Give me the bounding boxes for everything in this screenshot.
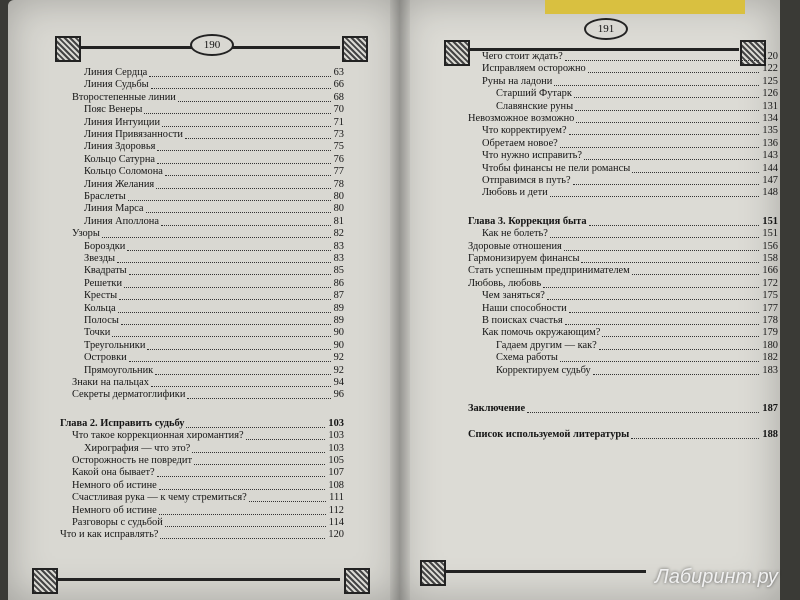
ornament-corner-icon: [55, 36, 81, 62]
toc-entry-page: 75: [333, 141, 344, 153]
toc-leader-dots: [550, 237, 759, 238]
toc-leader-dots: [187, 398, 331, 399]
toc-entry-page: 112: [328, 504, 344, 516]
toc-entry-page: 105: [328, 455, 344, 466]
toc-entry-page: 83: [333, 240, 344, 252]
toc-leader-dots: [584, 159, 759, 160]
toc-entry-page: 180: [762, 339, 778, 351]
toc-entry-title: Как не болеть?: [482, 228, 548, 240]
ornament-corner-icon: [32, 568, 58, 594]
toc-entry-title: Стать успешным предпринимателем: [468, 265, 630, 277]
ornament-corner-icon: [344, 568, 370, 594]
toc-entry-title: Гармонизируем финансы: [468, 253, 580, 264]
toc-entry-page: 85: [333, 265, 344, 277]
toc-leader-dots: [156, 188, 331, 189]
footer-rule: [58, 578, 340, 581]
toc-leader-dots: [119, 299, 331, 300]
toc-entry-page: 188: [762, 429, 778, 441]
toc-entry-title: Здоровые отношения: [468, 240, 562, 252]
toc-entry-page: 78: [333, 178, 344, 190]
toc-entry-page: 187: [762, 403, 778, 414]
toc-entry-page: 68: [333, 91, 344, 103]
toc-entry-title: Чем заняться?: [482, 290, 545, 302]
toc-entry-page: 71: [333, 116, 344, 128]
toc-entry-title: Квадраты: [84, 265, 127, 277]
toc-entry-title: Что корректируем?: [482, 125, 567, 137]
toc-entry-page: 77: [333, 166, 344, 178]
toc-entry-title: Обретаем новое?: [482, 137, 558, 149]
toc-entry-page: 103: [328, 430, 344, 442]
toc-entry-page: 81: [333, 215, 344, 227]
toc-entry-title: Треугольники: [84, 339, 146, 351]
right-page-number: 191: [584, 18, 628, 40]
toc-entry: [496, 364, 778, 378]
toc-entry-page: 76: [333, 153, 344, 165]
toc-entry-page: 156: [762, 240, 778, 252]
toc-entry-title: Что и как исправлять?: [60, 529, 159, 541]
toc-leader-dots: [631, 438, 759, 439]
toc-entry-page: 151: [762, 228, 778, 240]
toc-leader-dots: [186, 427, 325, 428]
watermark-logo: Лабиринт.ру: [655, 566, 778, 588]
toc-leader-dots: [155, 374, 331, 375]
toc-leader-dots: [157, 150, 331, 151]
toc-leader-dots: [129, 361, 331, 362]
toc-leader-dots: [128, 200, 331, 201]
toc-entry-title: Решетки: [84, 277, 123, 289]
toc-entry: [72, 388, 344, 402]
toc-leader-dots: [560, 147, 759, 148]
toc-leader-dots: [157, 476, 325, 477]
toc-entry-title: Заключение: [468, 403, 526, 414]
toc-leader-dots: [569, 134, 759, 135]
toc-entry-title: Славянские руны: [496, 100, 574, 112]
toc-leader-dots: [575, 110, 759, 111]
toc-entry-page: 143: [762, 150, 778, 162]
toc-leader-dots: [588, 72, 759, 73]
toc-leader-dots: [165, 526, 326, 527]
toc-entry-title: Кольца: [84, 302, 116, 314]
toc-entry-title: Линия Судьбы: [84, 79, 149, 91]
toc-leader-dots: [602, 336, 759, 337]
toc-entry-title: Кольцо Сатурна: [84, 153, 155, 165]
toc-leader-dots: [593, 374, 759, 375]
toc-entry-page: 92: [333, 364, 344, 376]
toc-entry-title: Что нужно исправить?: [482, 150, 582, 162]
toc-leader-dots: [149, 76, 331, 77]
toc-entry-page: 89: [333, 315, 344, 326]
ornament-corner-icon: [444, 40, 470, 66]
toc-entry-title: В поисках счастья: [482, 315, 563, 326]
toc-entry-title: Линия Желания: [84, 178, 155, 190]
toc-leader-dots: [564, 250, 759, 251]
toc-leader-dots: [569, 312, 759, 313]
toc-entry-page: 63: [333, 67, 344, 78]
toc-entry-page: 148: [762, 187, 778, 199]
toc-entry-title: Пояс Венеры: [84, 104, 143, 116]
toc-leader-dots: [159, 514, 326, 515]
toc-leader-dots: [159, 489, 325, 490]
toc-leader-dots: [147, 349, 331, 350]
toc-entry-title: Глава 2. Исправить судьбу: [60, 417, 185, 429]
toc-leader-dots: [112, 336, 331, 337]
toc-entry-page: 89: [333, 302, 344, 314]
toc-entry-page: 87: [333, 290, 344, 302]
toc-entry-page: 94: [333, 377, 344, 388]
toc-leader-dots: [543, 287, 759, 288]
toc-leader-dots: [127, 250, 331, 251]
toc-leader-dots: [565, 60, 759, 61]
toc-entry-page: 179: [762, 327, 778, 339]
toc-entry-page: 82: [333, 228, 344, 240]
toc-entry-title: Звезды: [84, 253, 115, 264]
toc-entry-title: Линия Марса: [84, 203, 144, 215]
toc-entry-title: Руны на ладони: [482, 75, 553, 87]
toc-entry-page: 73: [333, 129, 344, 140]
toc-entry-title: Осторожность не повредит: [72, 455, 193, 466]
toc-leader-dots: [144, 113, 331, 114]
toc-entry-title: Корректируем судьбу: [496, 364, 591, 376]
toc-entry-page: 131: [762, 100, 778, 112]
toc-entry-page: 103: [328, 417, 344, 429]
toc-leader-dots: [160, 538, 325, 539]
toc-entry-page: 151: [762, 215, 778, 227]
toc-leader-dots: [151, 88, 331, 89]
toc-entry-title: Кольцо Соломона: [84, 166, 163, 178]
toc-leader-dots: [527, 412, 759, 413]
toc-entry-title: Что такое коррекционная хиромантия?: [72, 430, 244, 442]
toc-entry-title: Чего стоит ждать?: [482, 51, 563, 62]
toc-entry-title: Бороздки: [84, 240, 126, 252]
toc-entry-page: 70: [333, 104, 344, 116]
toc-entry-title: Глава 3. Коррекция быта: [468, 215, 587, 227]
toc-leader-dots: [129, 274, 331, 275]
toc-entry-page: 125: [762, 75, 778, 87]
toc-leader-dots: [599, 349, 759, 350]
toc-leader-dots: [632, 172, 759, 173]
toc-leader-dots: [185, 138, 331, 139]
toc-entry-title: Линия Привязанности: [84, 129, 183, 140]
toc-entry-title: Немного об истине: [72, 504, 157, 516]
ornament-corner-icon: [342, 36, 368, 62]
toc-entry-page: 120: [762, 51, 778, 62]
toc-entry: [468, 402, 778, 416]
toc-entry-page: 178: [762, 315, 778, 326]
toc-entry-page: 147: [762, 175, 778, 186]
toc-entry-page: 80: [333, 191, 344, 202]
toc-entry-page: 172: [762, 277, 778, 289]
toc-entry-page: 96: [333, 389, 344, 401]
toc-entry-page: 126: [762, 88, 778, 100]
footer-rule: [446, 570, 646, 573]
toc-leader-dots: [547, 299, 759, 300]
toc-entry-title: Любовь, любовь: [468, 277, 542, 289]
toc-leader-dots: [246, 439, 325, 440]
toc-entry-title: Любовь и дети: [482, 187, 548, 199]
toc-leader-dots: [162, 126, 331, 127]
toc-entry-title: Как помочь окружающим?: [482, 327, 601, 339]
toc-leader-dots: [573, 184, 759, 185]
toc-entry-page: 158: [762, 253, 778, 264]
toc-entry-title: Линия Здоровья: [84, 141, 156, 153]
toc-entry-page: 86: [333, 277, 344, 289]
toc-entry-page: 120: [328, 529, 344, 541]
toc-leader-dots: [632, 274, 759, 275]
toc-leader-dots: [192, 452, 325, 453]
toc-entry-title: Знаки на пальцах: [72, 377, 149, 388]
toc-entry-title: Счастливая рука — к чему стремиться?: [72, 492, 247, 504]
toc-leader-dots: [157, 163, 331, 164]
toc-leader-dots: [146, 212, 331, 213]
toc-entry-page: 80: [333, 203, 344, 215]
toc-entry-title: Схема работы: [496, 352, 558, 364]
toc-entry: [468, 428, 778, 442]
toc-leader-dots: [249, 501, 326, 502]
toc-entry-title: Список используемой литературы: [468, 429, 630, 441]
toc-leader-dots: [151, 386, 331, 387]
toc-entry-title: Старший Футарк: [496, 88, 572, 100]
toc-entry-title: Хирография — что это?: [84, 442, 191, 454]
toc-entry-title: Линия Сердца: [84, 67, 148, 78]
toc-leader-dots: [581, 262, 759, 263]
toc-entry-title: Наши способности: [482, 302, 567, 314]
toc-leader-dots: [574, 97, 759, 98]
toc-entry-title: Гадаем другим — как?: [496, 339, 597, 351]
toc-leader-dots: [124, 287, 331, 288]
toc-entry-title: Линия Интуиции: [84, 116, 161, 128]
toc-entry-page: 92: [333, 352, 344, 364]
toc-entry-page: 122: [762, 63, 778, 75]
toc-entry-title: Секреты дерматоглифики: [72, 389, 186, 401]
toc-entry-page: 134: [762, 113, 778, 124]
left-page-number: 190: [190, 34, 234, 56]
toc-entry-page: 166: [762, 265, 778, 277]
toc-entry-page: 90: [333, 339, 344, 351]
toc-entry-title: Островки: [84, 352, 127, 364]
toc-entry-page: 114: [328, 517, 344, 528]
toc-entry-page: 183: [762, 364, 778, 376]
toc-entry-page: 136: [762, 137, 778, 149]
toc-entry-title: Точки: [84, 327, 111, 339]
toc-leader-dots: [161, 225, 331, 226]
toc-entry-title: Прямоугольник: [84, 364, 154, 376]
ornament-corner-icon: [420, 560, 446, 586]
toc-entry-title: Невозможное возможно: [468, 113, 575, 124]
toc-entry-page: 103: [328, 442, 344, 454]
toc-entry-title: Полосы: [84, 315, 119, 326]
toc-leader-dots: [117, 262, 331, 263]
toc-entry-title: Разговоры с судьбой: [72, 517, 163, 528]
toc-entry-title: Браслеты: [84, 191, 126, 202]
toc-leader-dots: [560, 361, 759, 362]
toc-leader-dots: [565, 324, 759, 325]
toc-entry: [60, 528, 344, 542]
toc-leader-dots: [102, 237, 331, 238]
toc-entry-title: Отправимся в путь?: [482, 175, 571, 186]
toc-entry-title: Линия Аполлона: [84, 215, 159, 227]
book-gutter: [390, 0, 410, 600]
toc-leader-dots: [589, 225, 759, 226]
toc-leader-dots: [576, 122, 759, 123]
toc-entry-title: Второстепенные линии: [72, 91, 176, 103]
toc-leader-dots: [554, 85, 759, 86]
toc-entry-title: Какой она бывает?: [72, 467, 155, 479]
toc-entry-title: Узоры: [72, 228, 100, 240]
toc-entry-page: 90: [333, 327, 344, 339]
toc-entry: [482, 186, 778, 200]
toc-entry-page: 111: [329, 492, 344, 504]
toc-leader-dots: [165, 175, 331, 176]
toc-entry-page: 66: [333, 79, 344, 91]
toc-entry-page: 107: [328, 467, 344, 479]
toc-leader-dots: [121, 324, 331, 325]
toc-entry-page: 182: [762, 352, 778, 364]
toc-entry-page: 108: [328, 479, 344, 491]
toc-entry-title: Чтобы финансы не пели романсы: [482, 162, 631, 174]
toc-leader-dots: [118, 312, 331, 313]
toc-entry-page: 144: [762, 162, 778, 174]
yellow-page-edge: [545, 0, 745, 14]
toc-entry-title: Немного об истине: [72, 479, 157, 491]
toc-entry-page: 83: [333, 253, 344, 264]
toc-leader-dots: [550, 196, 759, 197]
toc-entry-page: 175: [762, 290, 778, 302]
toc-entry-page: 135: [762, 125, 778, 137]
toc-leader-dots: [178, 101, 331, 102]
toc-entry-title: Кресты: [84, 290, 118, 302]
toc-leader-dots: [194, 464, 325, 465]
toc-entry-page: 177: [762, 302, 778, 314]
toc-entry-title: Исправляем осторожно: [482, 63, 586, 75]
